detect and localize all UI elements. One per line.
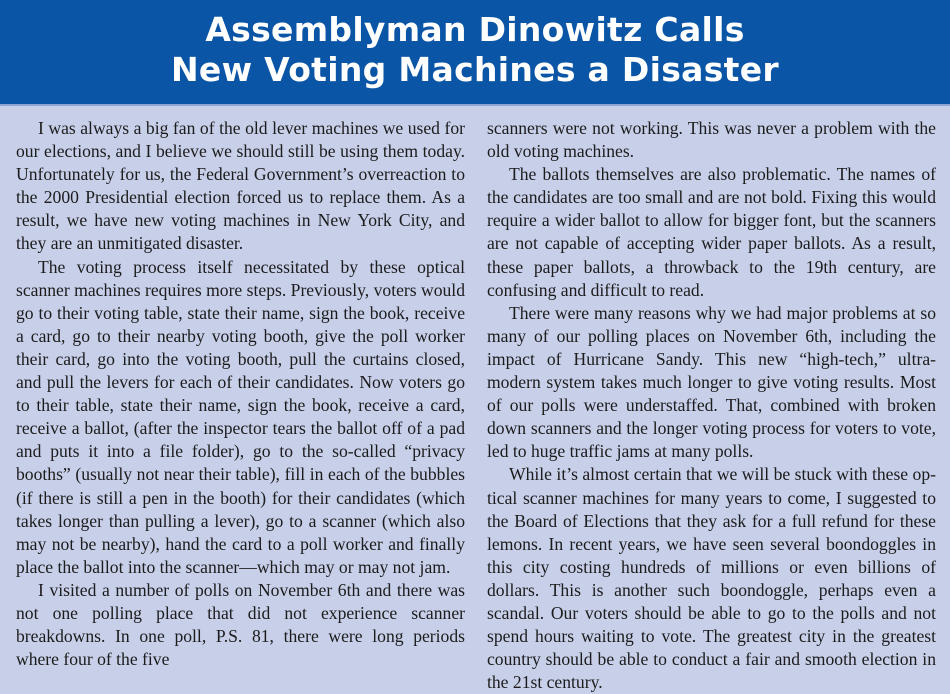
paragraph-continuation: scanners were not working. This was never a problem with the old voting machines. bbox=[487, 118, 936, 162]
headline-line-1: Assemblyman Dinowitz Calls bbox=[205, 10, 745, 49]
paragraph: The ballots themselves are also problematic. The names of the candidates are too small and are not bold. Fixing this would require a wider ballot to allow for bigger font, but the scanners are not capable of accepting wider paper ballots. As a result, these paper ballots, a throwback to the 19th century, are confusing and difficult to read. bbox=[487, 164, 936, 300]
left-column bbox=[16, 117, 465, 671]
paragraph: I was always a big fan of the old lever machines we used for our elections, and I believe we should still be using them today. Unfortunately for us, the Federal Government’s overreaction to the 2000 Presidential election forced us to replace them. As a result, we have new voting machines in New York City, and they are an unmitigated disaster. bbox=[16, 118, 465, 254]
article-body bbox=[16, 117, 936, 693]
headline-banner bbox=[0, 0, 950, 106]
paragraph: While it’s almost certain that we will be stuck with these optical scanner machines for many years to come, I suggested to the Board of Elections that they ask for a full refund for these lemons. In recent years, we have seen several boondoggles in this city costing hundreds of millions or even billions of dollars. This is another such boondoggle, perhaps even a scandal. Our voters should be able to go to the polls and not spend hours waiting to vote. The greatest city in the greatest country should be able to conduct a fair and smooth election in the 21st century. bbox=[487, 464, 936, 693]
paragraph: The voting process itself necessitated by these optical scanner machines requires more steps. Previously, voters would go to their voting table, state their name, sign the book, receive a card, go to their nearby voting booth, give the poll worker their card, go into the voting booth, pull the curtains closed, and pull the levers for each of their candidates. Now voters go to their table, state their name, sign the book, receive a card, receive a ballot, (after the inspector tears the ballot off of a pad and puts it into a file folder), go to the so-called “privacy booths” (usually not near their table), fill in each of the bubbles (if there is still a pen in the booth) for their candidates (which takes longer than pulling a lever), go to a scanner (which also may not be nearby), hand the card to a poll worker and finally place the ballot into the scanner—which may or may not jam. bbox=[16, 256, 465, 577]
headline-line-2: New Voting Machines a Disaster bbox=[171, 50, 779, 89]
right-column bbox=[487, 117, 936, 694]
paragraph: There were many reasons why we had major problems at so many of our polling places on November 6th, including the impact of Hurricane Sandy. This new “high-tech,” ultra-modern system takes much longer to give voting results. Most of our polls were understaffed. That, combined with broken down scanners and the longer voting process for voters to vote, led to huge traffic jams at many polls. bbox=[487, 302, 936, 462]
paragraph: I visited a number of polls on November 6th and there was not one polling place that did not experience scanner breakdowns. In one poll, P.S. 81, there were long periods where four of the five bbox=[16, 579, 465, 670]
